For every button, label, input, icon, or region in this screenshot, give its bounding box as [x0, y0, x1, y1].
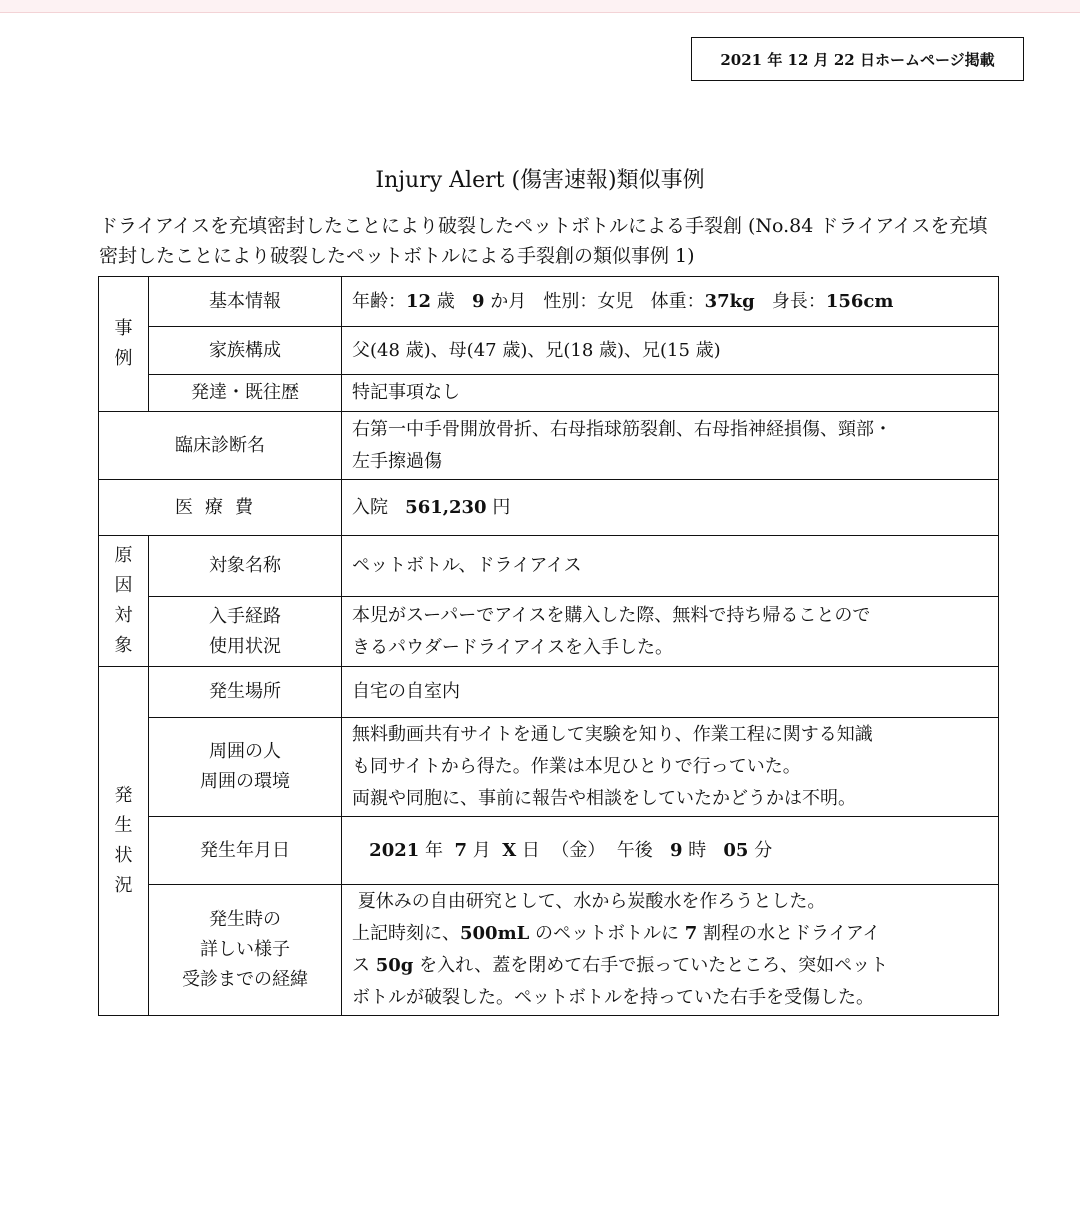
family-label: 家族構成 [149, 327, 342, 375]
case-group-cell [99, 277, 149, 412]
details-text: 割程の水とドライアイ [703, 923, 881, 944]
table-row [99, 718, 999, 817]
group-char: 象 [114, 635, 133, 656]
table-row [99, 277, 999, 327]
place-value: 自宅の自室内 [342, 667, 999, 718]
date-minute: 05 [723, 839, 749, 861]
medical-cost-label: 医療費 [99, 480, 342, 536]
age-months-unit: か月 [490, 290, 527, 312]
people-line: も同サイトから得た。作業は本児ひとりで行っていた。 [352, 756, 801, 777]
date-hour: 9 [669, 839, 683, 861]
history-value: 特記事項なし [342, 375, 999, 412]
table-row [99, 480, 999, 536]
group-char: 原 [114, 545, 133, 566]
diagnosis-label: 臨床診断名 [99, 412, 342, 480]
age-label: 年齢： [352, 290, 406, 312]
date-hour-unit: 時 [688, 839, 707, 861]
people-label-line: 周囲の人 [209, 741, 281, 762]
basic-info-value [342, 277, 999, 327]
people-value [342, 718, 999, 817]
details-line: ボトルが破裂した。ペットボトルを持っていた右手を受傷した。 [352, 987, 874, 1008]
date-minute-unit: 分 [754, 839, 773, 861]
case-table [98, 276, 999, 1016]
details-label [149, 885, 342, 1016]
details-text: 上記時刻に、 [352, 923, 460, 944]
medical-cost-value [342, 480, 999, 536]
page-title: Injury Alert (傷害速報)類似事例 [375, 168, 705, 193]
details-label-line: 発生時の [209, 909, 281, 930]
age-years-unit: 歳 [436, 290, 455, 312]
route-label [149, 597, 342, 667]
route-value [342, 597, 999, 667]
details-value [342, 885, 999, 1016]
people-line: 両親や同胞に、事前に報告や相談をしていたかどうかは不明。 [352, 788, 856, 809]
details-line [352, 886, 992, 918]
object-label: 対象名称 [149, 536, 342, 597]
details-text: 夏休みの自由研究として、水から炭酸水を作ろうとした。 [357, 891, 826, 912]
cost-unit: 円 [492, 496, 511, 518]
occurrence-group-cell [99, 667, 149, 1016]
details-ratio: 7 [684, 923, 698, 944]
group-char: 発 [114, 785, 133, 806]
table-row [99, 412, 999, 480]
details-weight: 50g [375, 955, 414, 976]
family-value: 父(48 歳)、母(47 歳)、兄(18 歳)、兄(15 歳) [342, 327, 999, 375]
table-row [99, 536, 999, 597]
cost-amount: 561,230 [405, 496, 487, 518]
group-char: 事 [114, 318, 133, 339]
weight-label: 体重： [650, 290, 705, 312]
people-label [149, 718, 342, 817]
date-year-unit: 年 [425, 839, 444, 861]
details-volume: 500mL [460, 923, 530, 944]
publish-notice: 2021 年 12 月 22 日ホームページ掲載 [691, 37, 1024, 81]
diagnosis-line: 左手擦過傷 [352, 450, 442, 472]
table-row [99, 817, 999, 885]
object-value: ペットボトル、ドライアイス [342, 536, 999, 597]
route-label-line: 使用状況 [209, 635, 281, 657]
table-row [99, 597, 999, 667]
diagnosis-line: 右第一中手骨開放骨折、右母指球筋裂創、右母指神経損傷、頸部・ [352, 418, 892, 440]
details-text: ス [352, 955, 370, 976]
weight-value: 37kg [704, 290, 755, 312]
details-line [352, 918, 992, 950]
height-label: 身長： [771, 290, 826, 312]
basic-info-label: 基本情報 [149, 277, 342, 327]
route-line: きるパウダードライアイスを入手した。 [352, 636, 673, 658]
top-band [0, 0, 1080, 13]
age-years: 12 [406, 290, 432, 312]
sex-label: 性別： [543, 290, 598, 312]
people-line: 無料動画共有サイトを通して実験を知り、作業工程に関する知識 [352, 724, 873, 745]
group-char: 対 [114, 605, 133, 626]
group-char: 生 [114, 815, 133, 836]
route-label-line: 入手経路 [209, 605, 281, 627]
table-row [99, 667, 999, 718]
group-char: 因 [114, 575, 133, 596]
details-text: のペットボトルに [535, 923, 680, 944]
date-day: X [502, 839, 517, 861]
details-label-line: 受診までの経緯 [182, 969, 308, 990]
case-subtitle: ドライアイスを充填密封したことにより破裂したペットボトルによる手裂創 (No.84 ドライアイスを充填密封したことにより破裂したペットボトルによる手裂創の類似事例 1) [99, 215, 988, 267]
date-day-unit: 日 [521, 839, 540, 861]
date-ampm: 午後 [616, 839, 653, 861]
history-label: 発達・既往歴 [149, 375, 342, 412]
group-char: 況 [114, 875, 133, 896]
date-value [342, 817, 999, 885]
date-label: 発生年月日 [149, 817, 342, 885]
date-month-unit: 月 [472, 839, 491, 861]
details-line [352, 950, 992, 982]
details-label-line: 詳しい様子 [200, 939, 290, 960]
people-label-line: 周囲の環境 [200, 771, 290, 792]
details-text: を入れ、蓋を閉めて右手で振っていたところ、突如ペット [419, 955, 889, 976]
date-year: 2021 [369, 839, 420, 861]
age-months: 9 [471, 290, 485, 312]
sex-value: 女児 [597, 290, 634, 312]
route-line: 本児がスーパーでアイスを購入した際、無料で持ち帰ることので [352, 604, 871, 626]
date-weekday: （金） [551, 839, 606, 861]
place-label: 発生場所 [149, 667, 342, 718]
diagnosis-value [342, 412, 999, 480]
group-char: 例 [114, 348, 133, 369]
group-char: 状 [114, 845, 133, 866]
table-row [99, 375, 999, 412]
cost-type: 入院 [352, 496, 388, 518]
cause-group-cell [99, 536, 149, 667]
date-month: 7 [454, 839, 467, 861]
table-row [99, 327, 999, 375]
height-value: 156cm [825, 290, 894, 312]
table-row [99, 885, 999, 1016]
